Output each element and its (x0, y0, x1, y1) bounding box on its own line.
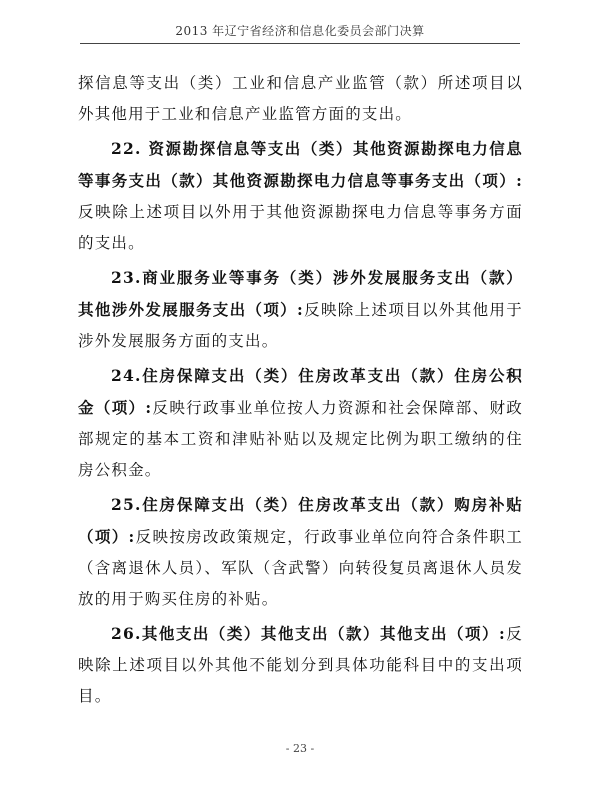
item-text: 反映除上述项目以外其他不能划分到具体功能科目中的支出项目。 (78, 625, 523, 705)
item-text: 反映行政事业单位按人力资源和社会保障部、财政部规定的基本工资和津贴补贴以及规定比例为职工缴纳的住房公积金。 (78, 399, 523, 479)
item-heading: 26.其他支出（类）其他支出（款）其他支出（项）: (111, 624, 506, 643)
item-text: 反映除上述项目以外其他用于涉外发展服务方面的支出。 (78, 301, 523, 350)
paragraph-item-25 (78, 489, 523, 615)
paragraph-item-26 (78, 618, 523, 712)
paragraph-item-23 (78, 262, 523, 357)
paragraph-item-24 (78, 360, 523, 486)
item-heading: 24.住房保障支出（类）住房改革支出（款）住房公积金（项）: (78, 366, 523, 417)
item-text: 反映除上述项目以外用于其他资源勘探电力信息等事务方面的支出。 (78, 203, 523, 252)
item-heading: 23.商业服务业等事务（类）涉外发展服务支出（款）其他涉外发展服务支出（项）: (78, 268, 523, 319)
page-number: - 23 - (285, 742, 315, 755)
item-heading: 25.住房保障支出（类）住房改革支出（款）购房补贴（项）: (78, 495, 523, 546)
page-header: 2013 年辽宁省经济和信息化委员会部门决算 (175, 24, 425, 38)
document-body (78, 68, 523, 712)
paragraph-item-22 (78, 133, 523, 259)
paragraph-text: 探信息等支出（类）工业和信息产业监管（款）所述项目以外其他用于工业和信息产业监管方面的支出。 (78, 74, 523, 123)
paragraph-continuation (78, 68, 523, 130)
item-heading: 22. 资源勘探信息等支出（类）其他资源勘探电力信息等事务支出（款）其他资源勘探电力信息等事务支出（项）: (78, 139, 523, 190)
header-rule (80, 43, 520, 44)
item-text: 反映按房改政策规定，行政事业单位向符合条件职工（含离退休人员）、军队（含武警）向转役复员离退休人员发放的用于购买住房的补贴。 (78, 528, 523, 608)
